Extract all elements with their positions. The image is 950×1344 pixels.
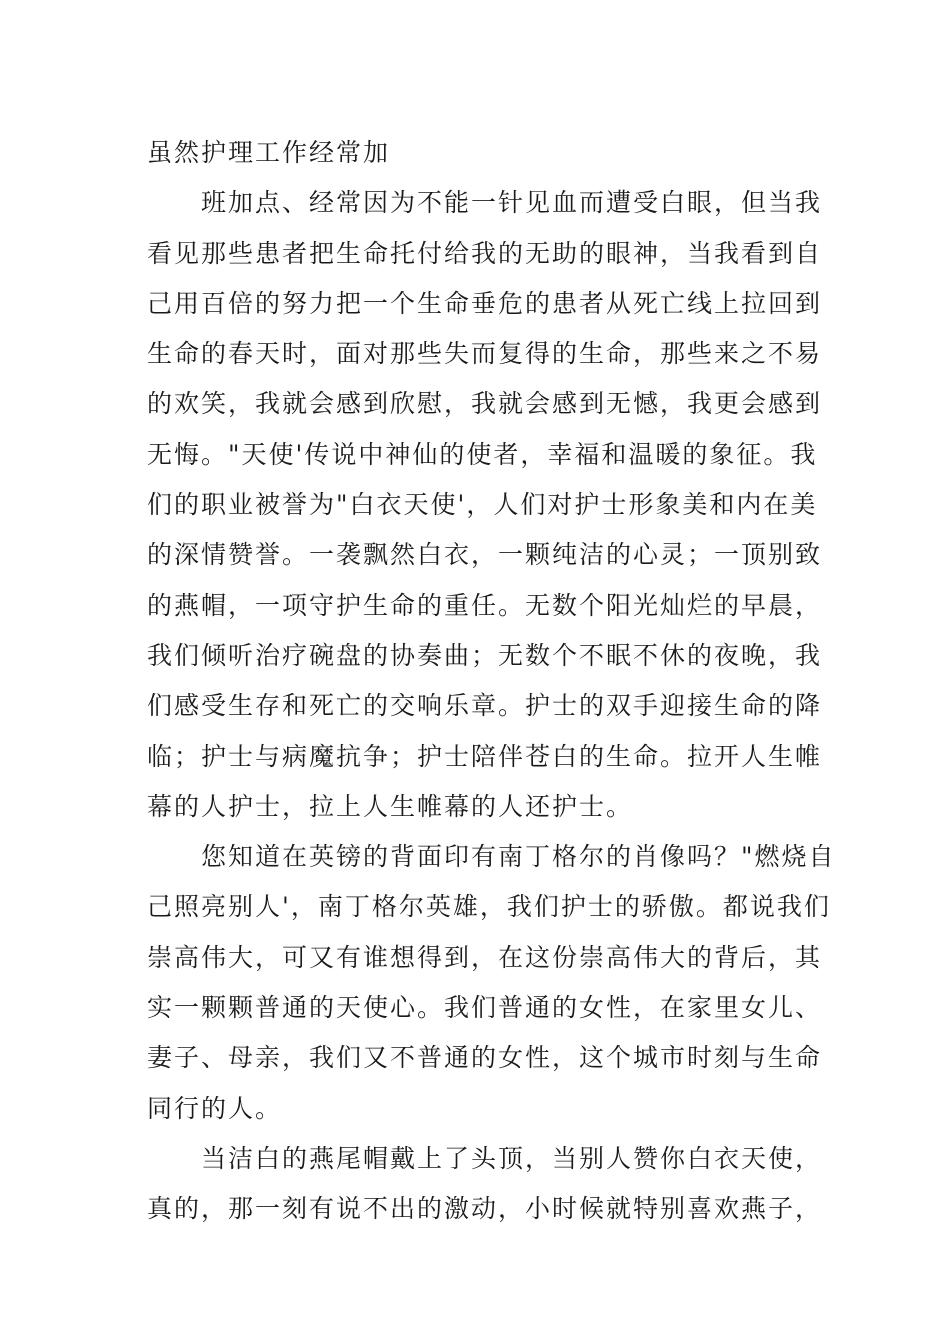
text-line: 们的职业被誉为"白衣天使'，人们对护士形象美和内在美: [147, 490, 818, 520]
text-line: 真的，那一刻有说不出的激动，小时候就特别喜欢燕子，: [147, 1194, 823, 1224]
text-line: 己用百倍的努力把一个生命垂危的患者从死亡线上拉回到: [147, 288, 823, 318]
text-line: 看见那些患者把生命托付给我的无助的眼神，当我看到自: [147, 238, 823, 268]
text-line: 同行的人。: [147, 1093, 283, 1123]
text-line: 己照亮别人'，南丁格尔英雄，我们护士的骄傲。都说我们: [147, 892, 831, 922]
text-line: 们感受生存和死亡的交响乐章。护士的双手迎接生命的降: [147, 691, 823, 721]
document-body: [147, 128, 836, 1235]
text-line: 的深情赞誉。一袭飘然白衣，一颗纯洁的心灵；一顶别致: [147, 540, 823, 570]
text-line: 的欢笑，我就会感到欣慰，我就会感到无憾，我更会感到: [147, 389, 823, 419]
text-line: 临；护士与病魔抗争；护士陪伴苍白的生命。拉开人生帷: [147, 741, 823, 771]
paragraph-start-line: 您知道在英镑的背面印有南丁格尔的肖像吗？"燃烧自: [201, 842, 836, 872]
text-line: 生命的春天时，面对那些失而复得的生命，那些来之不易: [147, 339, 823, 369]
text-line: 无悔。"天使'传说中神仙的使者，幸福和温暖的象征。我: [147, 439, 818, 469]
text-line: 我们倾听治疗碗盘的协奏曲；无数个不眠不休的夜晚，我: [147, 640, 823, 670]
paragraph-start-line: 班加点、经常因为不能一针见血而遭受白眼，但当我: [201, 188, 823, 218]
text-line: 实一颗颗普通的天使心。我们普通的女性，在家里女儿、: [147, 993, 823, 1023]
text-line: 虽然护理工作经常加: [147, 138, 391, 167]
paragraph-start-line: 当洁白的燕尾帽戴上了头顶，当别人赞你白衣天使，: [201, 1143, 823, 1173]
text-line: 崇高伟大，可又有谁想得到，在这份崇高伟大的背后，其: [147, 942, 823, 972]
text-line: 妻子、母亲，我们又不普通的女性，这个城市时刻与生命: [147, 1043, 823, 1073]
text-line: 的燕帽，一项守护生命的重任。无数个阳光灿烂的早晨，: [147, 590, 823, 620]
text-line: 幕的人护士，拉上人生帷幕的人还护士。: [147, 791, 634, 821]
